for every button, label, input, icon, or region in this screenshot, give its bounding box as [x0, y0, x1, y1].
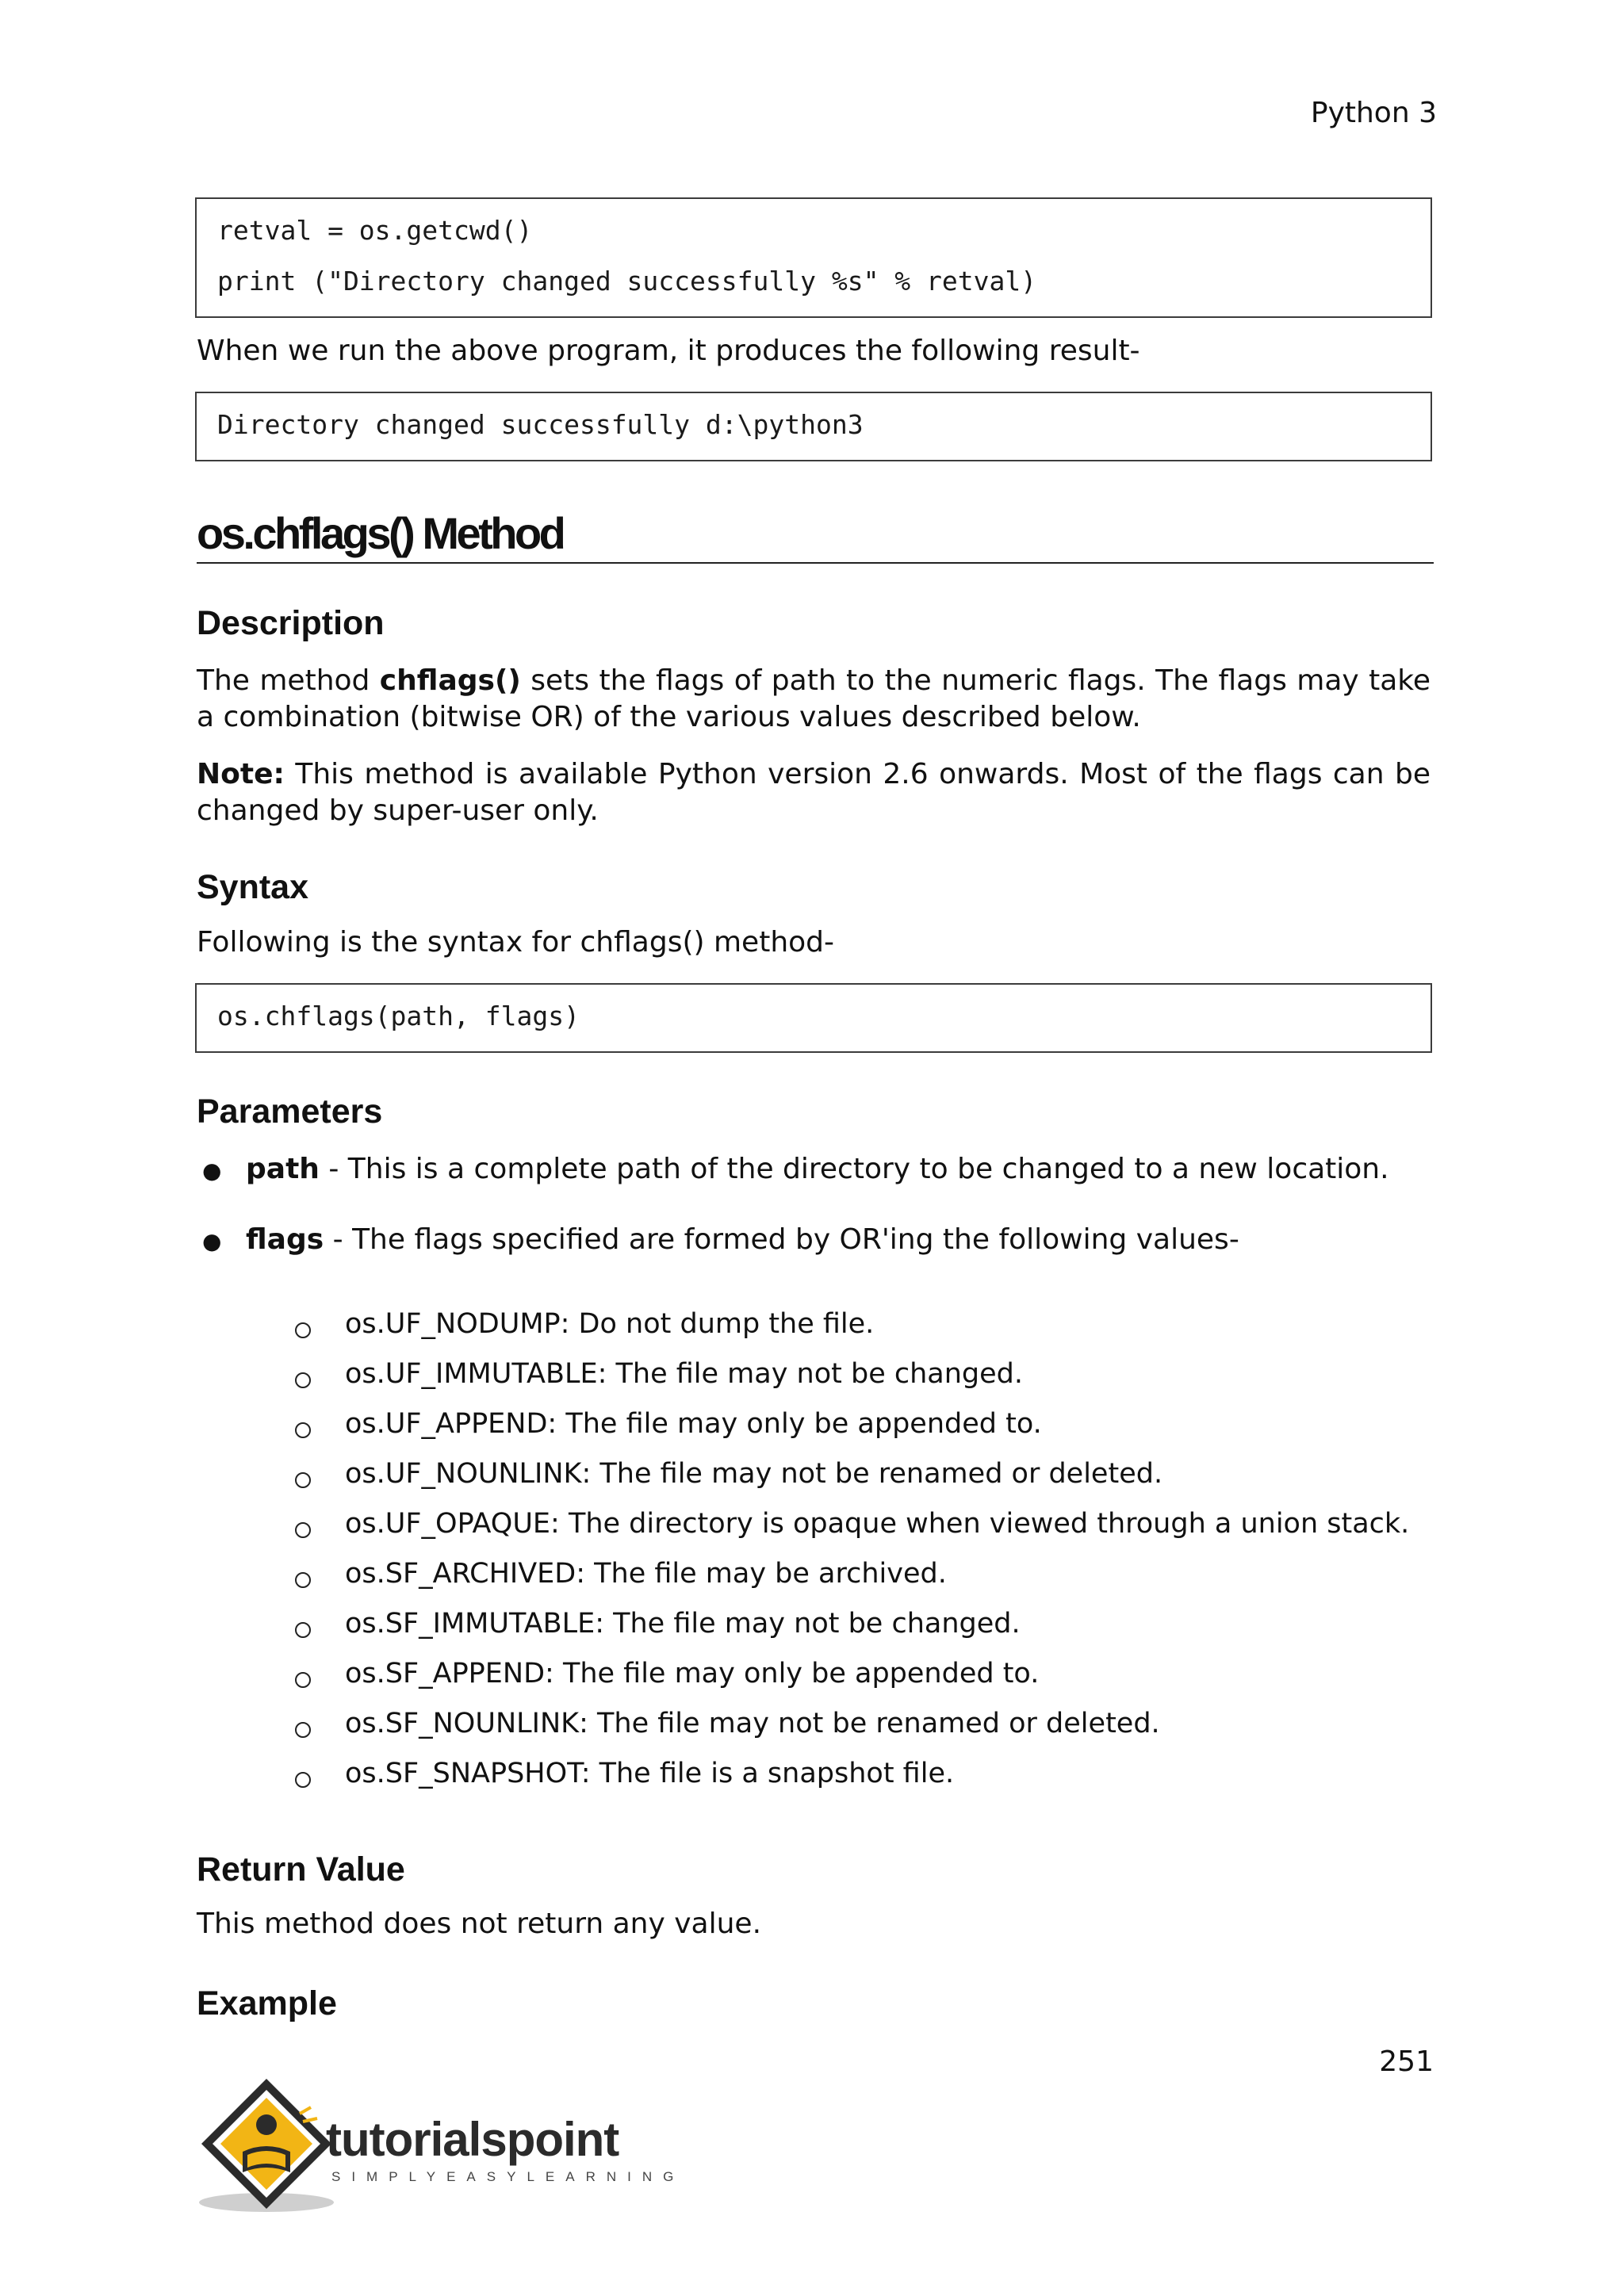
- bullet-icon: ●: [202, 1228, 222, 1254]
- section-divider: [197, 562, 1434, 564]
- flag-item: os.SF_ARCHIVED: The file may be archived.: [345, 1558, 947, 1590]
- intro-text: When we run the above program, it produces the following result-: [197, 335, 1140, 367]
- flag-item: os.SF_SNAPSHOT: The file is a snapshot file.: [345, 1758, 955, 1789]
- page-header-title: Python 3: [1310, 97, 1437, 129]
- flag-item: os.UF_OPAQUE: The directory is opaque when viewed through a union stack.: [345, 1508, 1410, 1540]
- param-name: flags: [246, 1223, 324, 1256]
- circle-bullet-icon: [295, 1672, 311, 1688]
- syntax-heading: Syntax: [197, 868, 309, 906]
- code-block-getcwd: [195, 197, 1432, 318]
- param-flags: [246, 1222, 1431, 1258]
- output-line: Directory changed successfully d:\python3: [217, 409, 864, 440]
- flag-item: os.UF_NOUNLINK: The file may not be renamed or deleted.: [345, 1458, 1163, 1490]
- section-title: os.chflags() Method: [197, 508, 564, 558]
- code-line: retval = os.getcwd(): [217, 215, 533, 246]
- syntax-code-line: os.chflags(path, flags): [217, 1001, 580, 1031]
- flag-item: os.SF_NOUNLINK: The file may not be renamed or deleted.: [345, 1708, 1160, 1739]
- note-label: Note:: [197, 758, 285, 790]
- circle-bullet-icon: [295, 1322, 311, 1338]
- return-value-text: This method does not return any value.: [197, 1908, 762, 1940]
- description-text-suffix: sets the flags of path to the numeric flags. The flags may take a combination (bitwise OR) of the various values described below.: [197, 664, 1431, 733]
- param-path: [246, 1151, 1431, 1188]
- circle-bullet-icon: [295, 1772, 311, 1788]
- syntax-code-block: [195, 983, 1432, 1053]
- method-name: chflags(): [379, 664, 521, 697]
- circle-bullet-icon: [295, 1572, 311, 1588]
- circle-bullet-icon: [295, 1522, 311, 1538]
- logo-wordmark: tutorialspoint: [326, 2113, 619, 2166]
- syntax-text: Following is the syntax for chflags() method-: [197, 926, 835, 959]
- flag-item: os.UF_APPEND: The file may only be appended to.: [345, 1408, 1042, 1440]
- param-desc: - This is a complete path of the directory to be changed to a new location.: [319, 1153, 1389, 1185]
- param-name: path: [246, 1153, 320, 1185]
- tutorialspoint-logo: [195, 2076, 685, 2218]
- circle-bullet-icon: [295, 1422, 311, 1438]
- flag-item: os.SF_APPEND: The file may only be appended to.: [345, 1658, 1040, 1689]
- output-block: [195, 392, 1432, 461]
- return-value-heading: Return Value: [197, 1850, 405, 1888]
- note-text: This method is available Python version 2.6 onwards. Most of the flags can be changed by super-user only.: [197, 758, 1431, 827]
- logo-tagline: SIMPLYEASYLEARNING: [331, 2169, 685, 2184]
- description-text-prefix: The method: [197, 664, 380, 697]
- example-heading: Example: [197, 1984, 337, 2022]
- circle-bullet-icon: [295, 1622, 311, 1638]
- circle-bullet-icon: [295, 1722, 311, 1738]
- code-line: print ("Directory changed successfully %s" % retval): [217, 266, 1037, 297]
- page-number: 251: [1379, 2045, 1434, 2078]
- flag-item: os.UF_NODUMP: Do not dump the file.: [345, 1308, 875, 1340]
- flag-item: os.SF_IMMUTABLE: The file may not be changed.: [345, 1608, 1021, 1640]
- description-paragraph: [197, 663, 1431, 736]
- flag-item: os.UF_IMMUTABLE: The file may not be changed.: [345, 1358, 1024, 1390]
- param-desc: - The flags specified are formed by OR'ing the following values-: [324, 1223, 1239, 1256]
- description-heading: Description: [197, 604, 385, 642]
- circle-bullet-icon: [295, 1372, 311, 1388]
- circle-bullet-icon: [295, 1472, 311, 1488]
- bullet-icon: ●: [202, 1158, 222, 1184]
- note-paragraph: [197, 756, 1431, 829]
- parameters-heading: Parameters: [197, 1093, 383, 1131]
